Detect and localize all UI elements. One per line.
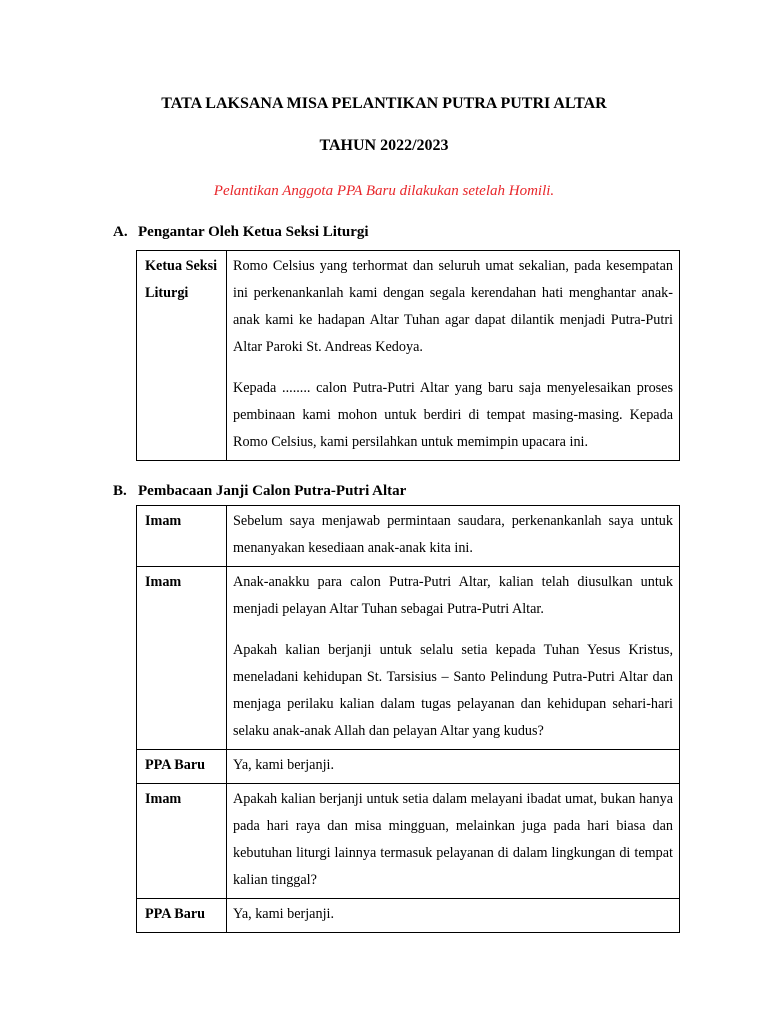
- speech-paragraph: Kepada ........ calon Putra-Putri Altar yang baru saja menyelesaikan proses pembinaan kami mohon untuk berdiri di tempat masing-masing. Kepada Romo Celsius, kami persilahkan untuk memimpin upacara ini.: [233, 380, 673, 450]
- document-year: TAHUN 2022/2023: [319, 137, 449, 154]
- speech-cell: [227, 899, 680, 933]
- table-row: [137, 567, 680, 750]
- speech-paragraph: Ya, kami berjanji.: [233, 906, 335, 922]
- speaker-cell: Imam: [137, 506, 227, 567]
- speaker-cell: PPA Baru: [137, 750, 227, 784]
- table-row: [137, 784, 680, 899]
- speech-cell: [227, 251, 680, 461]
- table-row: [137, 750, 680, 784]
- speech-paragraph: Sebelum saya menjawab permintaan saudara, perkenankanlah saya untuk menanyakan kesediaan anak-anak kita ini.: [233, 513, 673, 556]
- document-title: TATA LAKSANA MISA PELANTIKAN PUTRA PUTRI ALTAR: [161, 95, 607, 112]
- speech-cell: [227, 567, 680, 750]
- speech-paragraph: Ya, kami berjanji.: [233, 757, 335, 773]
- speaker-cell: Ketua Seksi Liturgi: [137, 251, 227, 461]
- section-a-letter: A.: [113, 224, 128, 240]
- section-b-heading: [113, 481, 406, 501]
- table-row: [137, 506, 680, 567]
- installation-note: Pelantikan Anggota PPA Baru dilakukan setelah Homili.: [213, 183, 555, 199]
- section-a-title: Pengantar Oleh Ketua Seksi Liturgi: [138, 224, 369, 240]
- section-b-title: Pembacaan Janji Calon Putra-Putri Altar: [138, 483, 407, 499]
- section-b-letter: B.: [113, 483, 127, 499]
- section-b-table: [136, 505, 680, 933]
- speech-cell: [227, 784, 680, 899]
- speech-paragraph: Apakah kalian berjanji untuk setia dalam melayani ibadat umat, bukan hanya pada hari raya dan misa mingguan, melainkan juga pada hari biasa dan kebutuhan liturgi lainnya termasuk pelayanan di dalam lingkungan di tempat kalian tinggal?: [233, 791, 673, 888]
- speech-paragraph: Apakah kalian berjanji untuk selalu setia kepada Tuhan Yesus Kristus, meneladani kehidupan St. Tarsisius – Santo Pelindung Putra-Putri Altar dan menjaga perilaku kalian dalam tugas pelayanan dan kehidupan sehari-hari selaku anak-anak Allah dan pelayan Altar yang kudus?: [233, 642, 673, 739]
- section-a-heading: [113, 222, 369, 242]
- speech-paragraph: Anak-anakku para calon Putra-Putri Altar, kalian telah diusulkan untuk menjadi pelayan Altar Tuhan sebagai Putra-Putri Altar.: [233, 574, 673, 617]
- speaker-cell: PPA Baru: [137, 899, 227, 933]
- section-a-table: [136, 250, 680, 461]
- speech-paragraph: Romo Celsius yang terhormat dan seluruh umat sekalian, pada kesempatan ini perkenankanlah kami dengan segala kerendahan hati menghantar anak-anak kami ke hadapan Altar Tuhan agar dapat dilantik menjadi Putra-Putri Altar Paroki St. Andreas Kedoya.: [233, 258, 673, 355]
- speech-cell: [227, 750, 680, 784]
- speech-cell: [227, 506, 680, 567]
- table-row: [137, 251, 680, 461]
- speaker-cell: Imam: [137, 784, 227, 899]
- table-row: [137, 899, 680, 933]
- speaker-cell: Imam: [137, 567, 227, 750]
